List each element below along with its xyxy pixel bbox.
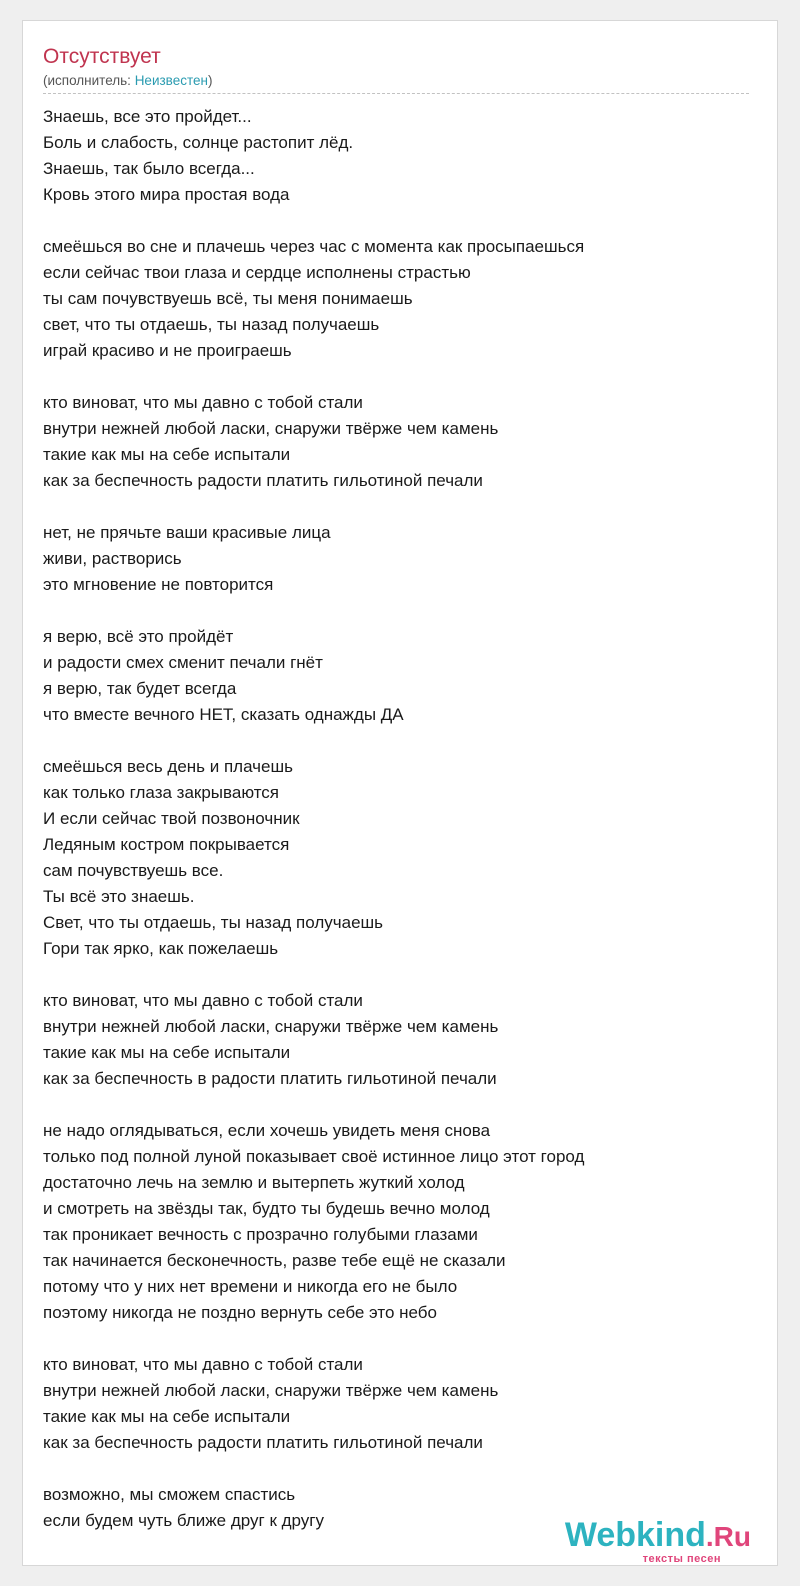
lyrics-line: как за беспечность в радости платить гильотиной печали bbox=[43, 1069, 497, 1088]
logo-tagline: тексты песен bbox=[642, 1553, 721, 1565]
lyrics-line: кто виноват, что мы давно с тобой стали bbox=[43, 393, 363, 412]
lyrics-line: так начинается бесконечность, разве тебе ещё не сказали bbox=[43, 1251, 506, 1270]
lyrics-line: внутри нежней любой ласки, снаружи твёрже чем камень bbox=[43, 419, 499, 438]
lyrics-line: как за беспечность радости платить гильотиной печали bbox=[43, 471, 483, 490]
lyrics-stanza bbox=[43, 624, 743, 728]
artist-suffix: ) bbox=[207, 73, 213, 88]
artist-prefix: (исполнитель: bbox=[43, 73, 135, 88]
lyrics-line: Боль и слабость, солнце растопит лёд. bbox=[43, 133, 354, 152]
lyrics-line: и радости смех сменит печали гнёт bbox=[43, 653, 323, 672]
lyrics-line: внутри нежней любой ласки, снаружи твёрже чем камень bbox=[43, 1017, 499, 1036]
logo-tld: .Ru bbox=[705, 1521, 751, 1552]
lyrics-line: смеёшься весь день и плачешь bbox=[43, 757, 293, 776]
lyrics-line: достаточно лечь на землю и вытерпеть жуткий холод bbox=[43, 1173, 465, 1192]
lyrics-stanza bbox=[43, 104, 743, 208]
lyrics-line: как за беспечность радости платить гильотиной печали bbox=[43, 1433, 483, 1452]
lyrics-line: ты сам почувствуешь всё, ты меня понимаешь bbox=[43, 289, 413, 308]
lyrics-line: это мгновение не повторится bbox=[43, 575, 274, 594]
lyrics-line: сам почувствуешь все. bbox=[43, 861, 224, 880]
lyrics-line: я верю, всё это пройдёт bbox=[43, 627, 234, 646]
lyrics-card bbox=[22, 20, 778, 1566]
lyrics-line: Ледяным костром покрывается bbox=[43, 835, 290, 854]
lyrics-line: так проникает вечность с прозрачно голубыми глазами bbox=[43, 1225, 478, 1244]
lyrics-stanza bbox=[43, 1352, 743, 1456]
lyrics-line: как только глаза закрываются bbox=[43, 783, 279, 802]
lyrics-stanza bbox=[43, 1118, 743, 1326]
lyrics-line: поэтому никогда не поздно вернуть себе это небо bbox=[43, 1303, 437, 1322]
song-title: Отсутствует bbox=[43, 45, 161, 68]
lyrics-line: я верю, так будет всегда bbox=[43, 679, 237, 698]
lyrics-line: Кровь этого мира простая вода bbox=[43, 185, 290, 204]
logo-wordmark bbox=[565, 1518, 751, 1552]
lyrics-stanza bbox=[43, 390, 743, 494]
artist-link[interactable]: Неизвестен bbox=[134, 73, 208, 88]
lyrics-text bbox=[43, 104, 743, 1560]
lyrics-line: свет, что ты отдаешь, ты назад получаешь bbox=[43, 315, 380, 334]
lyrics-line: что вместе вечного НЕТ, сказать однажды ДА bbox=[43, 705, 404, 724]
site-logo[interactable] bbox=[564, 1516, 751, 1565]
lyrics-stanza bbox=[43, 234, 743, 364]
lyrics-line: Ты всё это знаешь. bbox=[43, 887, 195, 906]
title-divider bbox=[43, 93, 749, 94]
lyrics-line: такие как мы на себе испытали bbox=[43, 445, 291, 464]
lyrics-line: только под полной луной показывает своё истинное лицо этот город bbox=[43, 1147, 585, 1166]
lyrics-line: Знаешь, так было всегда... bbox=[43, 159, 255, 178]
lyrics-line: И если сейчас твой позвоночник bbox=[43, 809, 300, 828]
logo-name: Webkind bbox=[564, 1516, 706, 1554]
lyrics-line: не надо оглядываться, если хочешь увидеть меня снова bbox=[43, 1121, 491, 1140]
lyrics-line: Знаешь, все это пройдет... bbox=[43, 107, 252, 126]
lyrics-line: возможно, мы сможем спастись bbox=[43, 1485, 296, 1504]
lyrics-line: играй красиво и не проиграешь bbox=[43, 341, 292, 360]
lyrics-line: такие как мы на себе испытали bbox=[43, 1407, 291, 1426]
lyrics-line: кто виноват, что мы давно с тобой стали bbox=[43, 1355, 363, 1374]
lyrics-line: если будем чуть ближе друг к другу bbox=[43, 1511, 324, 1530]
lyrics-line: и смотреть на звёзды так, будто ты будешь вечно молод bbox=[43, 1199, 490, 1218]
lyrics-stanza bbox=[43, 520, 743, 598]
lyrics-stanza bbox=[43, 988, 743, 1092]
lyrics-line: Свет, что ты отдаешь, ты назад получаешь bbox=[43, 913, 384, 932]
lyrics-line: смеёшься во сне и плачешь через час с момента как просыпаешься bbox=[43, 237, 585, 256]
artist-line bbox=[43, 72, 212, 90]
lyrics-line: внутри нежней любой ласки, снаружи твёрже чем камень bbox=[43, 1381, 499, 1400]
lyrics-line: живи, растворись bbox=[43, 549, 182, 568]
lyrics-line: нет, не прячьте ваши красивые лица bbox=[43, 523, 331, 542]
lyrics-stanza bbox=[43, 754, 743, 962]
lyrics-line: если сейчас твои глаза и сердце исполнены страстью bbox=[43, 263, 471, 282]
lyrics-line: такие как мы на себе испытали bbox=[43, 1043, 291, 1062]
lyrics-line: кто виноват, что мы давно с тобой стали bbox=[43, 991, 363, 1010]
lyrics-line: потому что у них нет времени и никогда его не было bbox=[43, 1277, 458, 1296]
lyrics-line: Гори так ярко, как пожелаешь bbox=[43, 939, 279, 958]
